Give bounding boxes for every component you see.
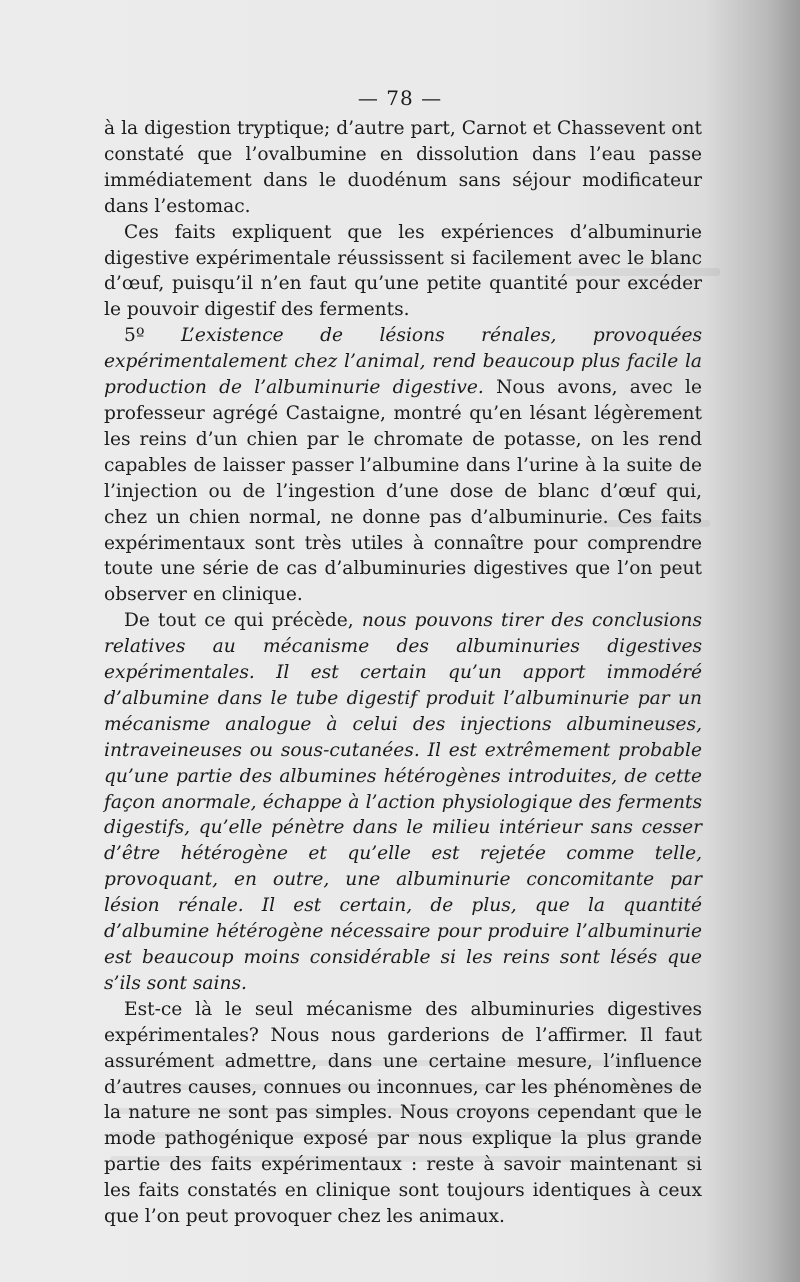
- italic-heading: L’existence de lésions rénales, provoquées expérimentalement chez l’animal, rend beaucoup plus facile la production de l’albuminurie digestive.: [104, 325, 703, 399]
- item-number: 5º: [124, 325, 182, 347]
- paragraph-ferments: Ces faits expliquent que les expériences d’albuminurie digestive expérimentale réussissent si facilement avec le blanc d’œuf, puisqu’il n’en faut qu’une petite quantité pour excéder le pouvoir digestif des ferments.: [104, 221, 702, 321]
- paragraph-conclusions: [104, 608, 702, 997]
- paragraph-continuation: à la digestion tryptique; d’autre part, Carnot et Chassevent ont constaté que l’ovalbumine en dissolution dans l’eau passe immédiatement dans le duodénum sans séjour modificateur dans l’estomac.: [104, 118, 702, 217]
- page-number: — 78 —: [357, 86, 443, 110]
- paragraph-body: Nous avons, avec le professeur agrégé Castaigne, montré qu’en lésant légèrement les reins d’un chien par le chromate de potasse, on les rend capables de laisser passer l’albumine dans l’urine à la suite de l’injection ou de l’ingestion d’une dose de blanc d’œuf qui, chez un chien normal, ne donne pas d’albuminurie. Ces faits expérimentaux sont très utiles à connaître pour comprendre toute une série de cas d’albuminuries digestives que l’on peut observer en clinique.: [104, 377, 702, 606]
- paragraph-lead-in: De tout ce qui précède,: [124, 610, 362, 632]
- body-text: [104, 116, 702, 1230]
- italic-conclusions: nous pouvons tirer des conclusions relatives au mécanisme des albuminuries digestives expérimentales. Il est certain qu’un apport immodéré d’albumine dans le tube digestif produit l’albuminurie par un mécanisme analogue à celui des injections albumineuses, intraveineuses ou sous-cutanées. Il est extrêmement probable qu’une partie des albumines hétérogènes introduites, de cette façon anormale, échappe à l’action physiologique des ferments digestifs, qu’elle pénètre dans le milieu intérieur sans cesser d’être hétérogène et qu’elle est rejetée comme telle, provoquant, en outre, une albuminurie concomitante par lésion rénale. Il est certain, de plus, que la quantité d’albumine hétérogène nécessaire pour produire l’albuminurie est beaucoup moins considérable si les reins sont lésés que s’ils sont sains.: [104, 610, 702, 994]
- paragraph-renal-lesions: [104, 323, 702, 608]
- paragraph-mechanism: Est-ce là le seul mécanisme des albuminuries digestives expérimentales? Nous nous garderions de l’affirmer. Il faut assurément admettre, dans une certaine mesure, l’influence d’autres causes, connues ou inconnues, car les phénomènes de la nature ne sont pas simples. Nous croyons cependant que le mode pathogénique exposé par nous explique la plus grande partie des faits expérimentaux : reste à savoir maintenant si les faits constatés en clinique sont toujours identiques à ceux que l’on peut provoquer chez les animaux.: [104, 998, 702, 1228]
